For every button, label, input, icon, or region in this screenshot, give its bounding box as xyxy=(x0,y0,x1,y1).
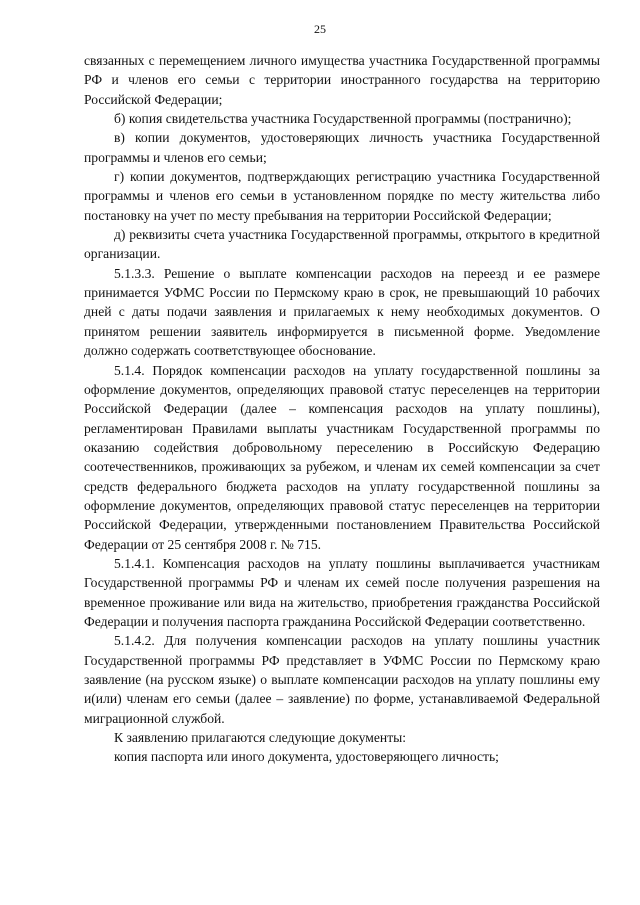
paragraph-5-1-3-3: 5.1.3.3. Решение о выплате компенсации расходов на переезд и ее размере принимается УФМС России по Пермскому краю в срок, не превышающий 10 рабочих дней с даты подачи заявления и прилагаемых к нему необходимых документов. О принятом решении заявитель информируется в письменной форме. Уведомление должно содержать соответствующее обоснование. xyxy=(84,265,600,359)
page-number: 25 xyxy=(314,22,326,36)
paragraph-passport-copy: копия паспорта или иного документа, удостоверяющего личность; xyxy=(114,749,499,765)
paragraph-continuation: связанных с перемещением личного имущества участника Государственной программы РФ и членов его семьи с территории иностранного государства на территорию Российской Федерации; xyxy=(84,53,600,107)
paragraph-attachments-intro: К заявлению прилагаются следующие документы: xyxy=(114,730,407,746)
paragraph-item-b: б) копия свидетельства участника Государственной программы (постранично); xyxy=(114,111,572,127)
paragraph-item-d: д) реквизиты счета участника Государственной программы, открытого в кредитной организации. xyxy=(84,227,600,262)
paragraph-5-1-4-1: 5.1.4.1. Компенсация расходов на уплату пошлины выплачивается участникам Государственной программы РФ и членам их семей после получения разрешения на временное проживание или вида на жительство, приобретения гражданства Российской Федерации и получения паспорта гражданина Российской Федерации соответственно. xyxy=(84,555,600,629)
paragraph-5-1-4: 5.1.4. Порядок компенсации расходов на уплату государственной пошлины за оформление документов, определяющих правовой статус переселенцев на территории Российской Федерации (далее – компенсация расходов на уплату пошлины), регламентирован Правилами выплаты участникам Государственной программы по оказанию содействия добровольному переселению в Российскую Федерацию соотечественников, проживающих за рубежом, и членам их семей компенсации за счет средств федерального бюджета расходов на уплату государственной пошлины за оформление документов, определяющих правовой статус переселенцев на территории Российской Федерации, утвержденными постановлением Правительства Российской Федерации от 25 сентября 2008 г. № 715. xyxy=(84,362,600,552)
paragraph-item-v: в) копии документов, удостоверяющих личность участника Государственной программы и членов его семьи; xyxy=(84,130,600,165)
paragraph-item-g: г) копии документов, подтверждающих регистрацию участника Государственной программы и членов его семьи в установленном порядке по месту жительства либо постановку на учет по месту пребывания на территории Российской Федерации; xyxy=(84,169,600,223)
document-body xyxy=(84,51,600,767)
paragraph-5-1-4-2: 5.1.4.2. Для получения компенсации расходов на уплату пошлины участник Государственной программы РФ представляет в УФМС России по Пермскому краю заявление (на русском языке) о выплате компенсации расходов на уплату пошлины ему и(или) членам его семьи (далее – заявление) по форме, устанавливаемой Федеральной миграционной службой. xyxy=(84,633,600,726)
